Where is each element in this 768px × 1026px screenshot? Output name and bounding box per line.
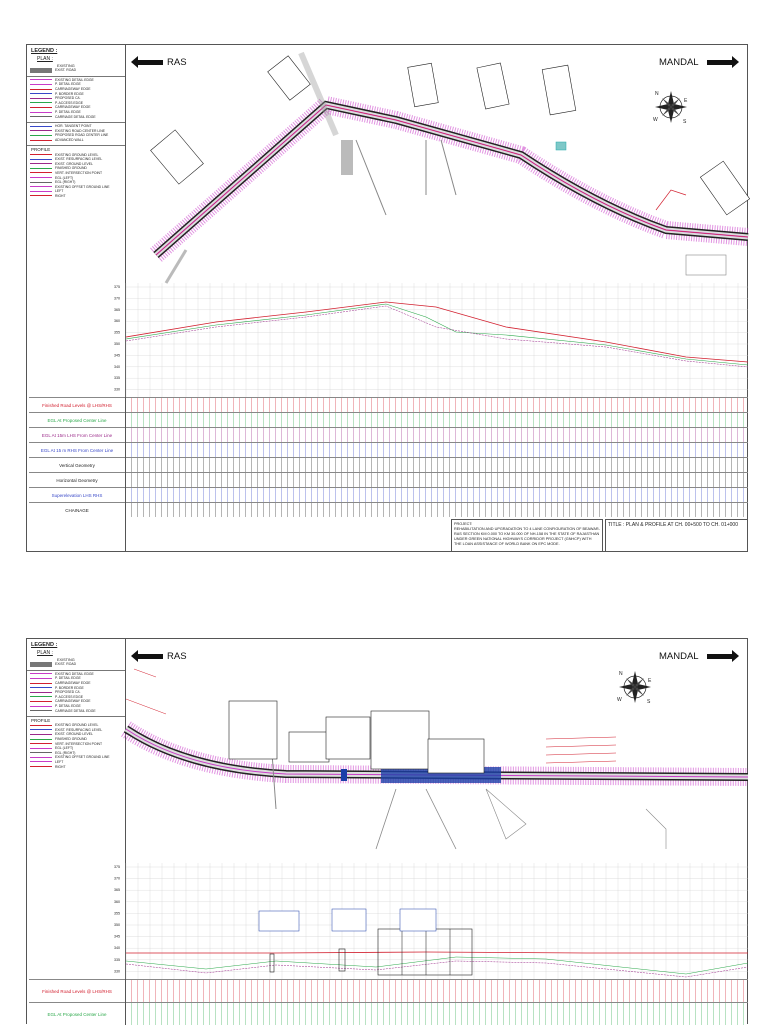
compass-rose-icon [653, 91, 688, 125]
legend-panel-2 [27, 639, 126, 821]
project-label: PROJECT: [454, 522, 473, 526]
legend-existing-heading: EXISTING [57, 658, 75, 662]
elevation-tick-label: 330 [114, 387, 120, 392]
legend-row: EXIST. RESURFACING LEVEL [30, 157, 125, 162]
direction-left-label: RAS [167, 57, 187, 68]
legend-row: EGL (RIGHT) [30, 751, 125, 756]
legend-plan-items [27, 76, 125, 119]
elevation-tick-label: 375 [114, 285, 120, 289]
elevation-tick-label: 360 [114, 899, 120, 904]
svg-text:N: N [619, 671, 623, 677]
profile-data-table [40, 397, 748, 517]
elevation-tick-label: 370 [114, 296, 120, 301]
table-row-label: Vertical Geometry [29, 457, 125, 473]
legend-row: VERT. INTERSECTION POINT [30, 171, 125, 176]
legend-row: RIGHT [30, 764, 125, 769]
table-row [126, 472, 748, 487]
legend-title: LEGEND : [31, 642, 58, 648]
direction-right-label: MANDAL [659, 57, 699, 68]
project-description: REHABILITATION AND UPGRADATION TO 4 LANE CONFIGURATION OF BEAWAR-RAS SECTION KM 0.000 TO KM 30.000 OF NH-158 IN THE STATE OF RAJASTHAN UNDER GREEN NATIONAL HIGHWAYS CORRIDOR PROJECT (GNHCP) WITH THE LOAN ASSISTANCE OF WORLD BANK ON EPC MODE. [454, 527, 600, 546]
table-row [126, 412, 748, 427]
svg-text:W: W [617, 697, 622, 703]
legend-row: EGL (LEFT) [30, 175, 125, 180]
legend-row: EXIST. ROAD [30, 662, 125, 667]
legend-row: LEFT [30, 189, 125, 194]
elevation-tick-label: 355 [114, 330, 120, 335]
legend-row: PROPOSED C/L [30, 690, 125, 695]
legend-row: EGL (LEFT) [30, 746, 125, 751]
legend-row: P. DETAIL EDGE [30, 110, 125, 115]
legend-row: P. ACCESS EDGE [30, 101, 125, 106]
legend-row: EXISTING DETAIL EDGE [30, 672, 125, 677]
legend-row: FINISHED GROUND [30, 166, 125, 171]
legend-row: FINISHED GROUND [30, 737, 125, 742]
table-row-label: EGL At Proposed Center Line [29, 1002, 125, 1026]
direction-left-label: RAS [167, 651, 187, 662]
svg-text:S: S [683, 119, 687, 125]
profile-view [114, 277, 748, 397]
legend-row: ADVANCED WALL [30, 138, 125, 143]
table-row-label: Finished Road Levels @ LHS/RHS [29, 979, 125, 1003]
table-row [126, 442, 748, 457]
table-row-label: Finished Road Levels @ LHS/RHS [29, 397, 125, 413]
legend-plan-heading: PLAN : [37, 56, 53, 62]
elevation-tick-label: 335 [114, 957, 120, 962]
table-row [126, 502, 748, 517]
table-row-label: Horizontal Geometry [29, 472, 125, 488]
project-title-block [451, 519, 603, 552]
compass-rose-icon [617, 671, 652, 705]
elevation-tick-label: 375 [114, 865, 120, 869]
direction-right-label: MANDAL [659, 651, 699, 662]
legend-row: P. ACCESS EDGE [30, 695, 125, 700]
table-row-label: EGL At 15 m RHS From Center Line [29, 442, 125, 458]
plan-view [126, 45, 748, 277]
table-row-label: EGL At Proposed Center Line [29, 412, 125, 428]
table-row [126, 979, 748, 1002]
legend-row: PROPOSED C/L [30, 96, 125, 101]
elevation-tick-label: 360 [114, 319, 120, 324]
legend-row: EXISTING DETAIL EDGE [30, 78, 125, 83]
elevation-tick-label: 340 [114, 946, 120, 951]
svg-text:N: N [655, 91, 659, 97]
legend-row: EXIST. GROUND LEVEL [30, 732, 125, 737]
legend-row: CARRIAGEWAY EDGE [30, 681, 125, 686]
profile-data-table-2 [42, 979, 748, 1025]
legend-existing-heading: EXISTING [57, 64, 75, 68]
legend-row: EXIST. GROUND LEVEL [30, 162, 125, 167]
elevation-tick-label: 370 [114, 876, 120, 881]
legend-row: HOR. TANGENT POINT [30, 124, 125, 129]
drawing-title: PLAN & PROFILE AT CH. 00+500 TO CH. 01+000 [625, 522, 738, 528]
legend-plan-items-2 [27, 122, 125, 142]
legend-row: PROPOSED ROAD CENTER LINE [30, 133, 125, 138]
elevation-tick-label: 335 [114, 376, 120, 381]
legend-row: VERT. INTERSECTION POINT [30, 741, 125, 746]
elevation-tick-label: 350 [114, 923, 120, 927]
legend-row: EXIST. ROAD [30, 68, 125, 73]
title-label: TITLE : [608, 522, 625, 528]
profile-view-2 [114, 849, 748, 979]
legend-row: CARRIAGEWAY EDGE [30, 87, 125, 92]
drawing-sheet-1 [26, 44, 748, 552]
table-row-label: CHAINAGE [29, 502, 125, 518]
legend-row: EGL (RIGHT) [30, 180, 125, 185]
table-row [126, 457, 748, 472]
table-row-label: EGL At 15m LHS From Center Line [29, 427, 125, 443]
legend-row: P. DETAIL EDGE [30, 676, 125, 681]
legend-row: P. BORDER EDGE [30, 91, 125, 96]
elevation-tick-label: 340 [114, 364, 120, 369]
elevation-tick-label: 345 [114, 353, 120, 358]
legend-row: CARRIAGEWAY EDGE [30, 105, 125, 110]
legend-title: LEGEND : [31, 48, 58, 54]
legend-row: EXISTING ROAD CENTER LINE [30, 129, 125, 134]
legend-row: EXISTING GROUND LEVEL [30, 723, 125, 728]
drawing-title-block [605, 519, 748, 552]
svg-text:W: W [653, 117, 658, 123]
svg-text:E: E [648, 678, 652, 684]
legend-profile-heading: PROFILE [31, 147, 51, 153]
legend-row: CARRIAGE DETAIL EDGE [30, 114, 125, 119]
legend-row: EXISTING OFFSET GROUND LINE [30, 184, 125, 189]
table-row [126, 487, 748, 502]
elevation-tick-label: 365 [114, 888, 120, 893]
table-row [126, 427, 748, 442]
legend-profile-section [27, 145, 125, 198]
table-row [126, 397, 748, 412]
legend-row: CARRIAGEWAY EDGE [30, 699, 125, 704]
legend-row: EXISTING OFFSET GROUND LINE [30, 755, 125, 760]
drawing-sheet-2 [26, 638, 748, 1024]
legend-plan-heading: PLAN : [37, 650, 53, 656]
elevation-tick-label: 355 [114, 911, 120, 916]
elevation-tick-label: 365 [114, 307, 120, 312]
legend-row: P. DETAIL EDGE [30, 82, 125, 87]
table-row [126, 1002, 748, 1025]
elevation-tick-label: 350 [114, 342, 120, 346]
legend-row: P. DETAIL EDGE [30, 704, 125, 709]
legend-plan-items [27, 670, 125, 713]
elevation-tick-label: 345 [114, 934, 120, 939]
legend-profile-heading: PROFILE [31, 717, 51, 723]
svg-text:E: E [684, 98, 688, 104]
legend-row: P. BORDER EDGE [30, 685, 125, 690]
elevation-tick-label: 330 [114, 969, 120, 974]
legend-row: EXISTING GROUND LEVEL [30, 152, 125, 157]
legend-row: LEFT [30, 760, 125, 765]
svg-text:S: S [647, 699, 651, 705]
legend-row: RIGHT [30, 194, 125, 199]
legend-row: CARRIAGE DETAIL EDGE [30, 708, 125, 713]
legend-row: EXIST. RESURFACING LEVEL [30, 728, 125, 733]
legend-profile-section [27, 716, 125, 769]
table-row-label: Superelevation LHS RHS [29, 487, 125, 503]
plan-view-2 [126, 639, 748, 849]
